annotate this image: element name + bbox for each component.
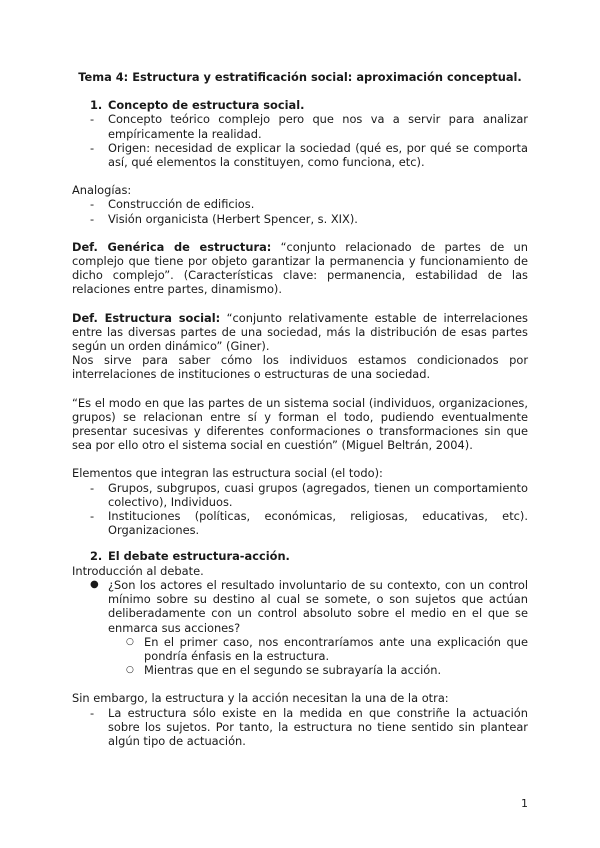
document-title: Tema 4: Estructura y estratificación social: aproximación conceptual. xyxy=(78,70,522,84)
circle-marker: ○ xyxy=(126,636,134,647)
sub-list-item-text: En el primer caso, nos encontraríamos ante una explicación que pondría énfasis en la estructura. xyxy=(144,634,528,663)
list-item-text: Construcción de edificios. xyxy=(108,197,255,212)
list-item xyxy=(90,197,528,211)
bullet-marker: ● xyxy=(90,578,99,590)
analogias-label: Analogías: xyxy=(72,183,132,198)
list-item xyxy=(90,141,528,169)
section-2-number: 2. xyxy=(90,549,103,564)
sub-list-item xyxy=(126,635,528,663)
dash-marker: - xyxy=(90,197,95,212)
list-item xyxy=(90,481,528,509)
list-item xyxy=(90,578,528,635)
elementos-label: Elementos que integran las estructura social (el todo): xyxy=(72,466,383,481)
dash-marker: - xyxy=(90,705,95,720)
definition-social-note: Nos sirve para saber cómo los individuos estamos condicionados por interrelaciones de instituciones o estructuras de una sociedad. xyxy=(72,353,528,382)
definition-generic xyxy=(72,240,528,297)
definition-social xyxy=(72,311,528,354)
list-item-text: La estructura sólo existe en la medida en que constriñe la actuación sobre los sujetos. Por tanto, la estructura no tiene sentido sin plantear algún tipo de actuación. xyxy=(108,705,528,748)
dash-marker: - xyxy=(90,140,95,155)
section-2-intro: Introducción al debate. xyxy=(72,563,204,578)
list-item-text: Grupos, subgrupos, cuasi grupos (agregados, tienen un comportamiento colectivo), Individuos. xyxy=(108,480,528,509)
definition-generic-term: Def. Genérica de estructura: xyxy=(72,239,272,254)
list-item-text: Visión organicista (Herbert Spencer, s. XIX). xyxy=(108,211,358,226)
list-item-text: Concepto teórico complejo pero que nos va a servir para analizar empíricamente la realidad. xyxy=(108,112,528,141)
definition-generic-text: “conjunto relacionado de partes de un complejo que tiene por objeto garantizar la permanencia y funcionamiento de dicho complejo”. (Características clave: permanencia, estabilidad de las relaciones entre partes, dinamismo). xyxy=(72,239,528,297)
sub-list-item xyxy=(126,663,528,677)
section-2-title: El debate estructura-acción. xyxy=(108,549,290,564)
dash-marker: - xyxy=(90,509,95,524)
dash-marker: - xyxy=(90,480,95,495)
dash-marker: - xyxy=(90,211,95,226)
section-1-number: 1. xyxy=(90,98,103,113)
definition-social-text: “conjunto relativamente estable de interrelaciones entre las diversas partes de una sociedad, más la distribución de esas partes según un orden dinámico” (Giner). xyxy=(72,310,528,354)
section-2-heading xyxy=(90,549,528,563)
section-1-title: Concepto de estructura social. xyxy=(108,98,305,113)
list-item-text: Instituciones (políticas, económicas, religiosas, educativas, etc). Organizaciones. xyxy=(108,509,528,538)
list-item xyxy=(90,706,528,749)
list-item-text: Origen: necesidad de explicar la sociedad (qué es, por qué se comporta así, qué elementos la constituyen, como funciona, etc). xyxy=(108,140,528,170)
sub-list-item-text: Mientras que en el segundo se subrayaría la acción. xyxy=(144,663,442,678)
page-number: 1 xyxy=(521,797,528,810)
list-item-text: ¿Son los actores el resultado involuntario de su contexto, con un control mínimo sobre su destino al cual se somete, o son sujetos que actúan deliberadamente con un control absoluto sobre el medio en el que se enmarca sus acciones? xyxy=(108,577,528,635)
sin-embargo-label: Sin embargo, la estructura y la acción necesitan la una de la otra: xyxy=(72,691,449,706)
list-item xyxy=(90,509,528,537)
definition-social-term: Def. Estructura social: xyxy=(72,310,221,325)
list-item xyxy=(90,212,528,226)
document-page xyxy=(72,70,528,748)
beltran-quote: “Es el modo en que las partes de un sistema social (individuos, organizaciones, grupos) se relacionan entre sí y forman el todo, pudiendo eventualmente presentar sucesivas y diferentes conformaciones o transformaciones sin que sea por ello otro el sistema social en cuestión” (Miguel Beltrán, 2004). xyxy=(72,395,528,453)
dash-marker: - xyxy=(90,112,95,127)
section-1-heading xyxy=(90,98,528,112)
list-item xyxy=(90,112,528,140)
circle-marker: ○ xyxy=(126,665,134,676)
